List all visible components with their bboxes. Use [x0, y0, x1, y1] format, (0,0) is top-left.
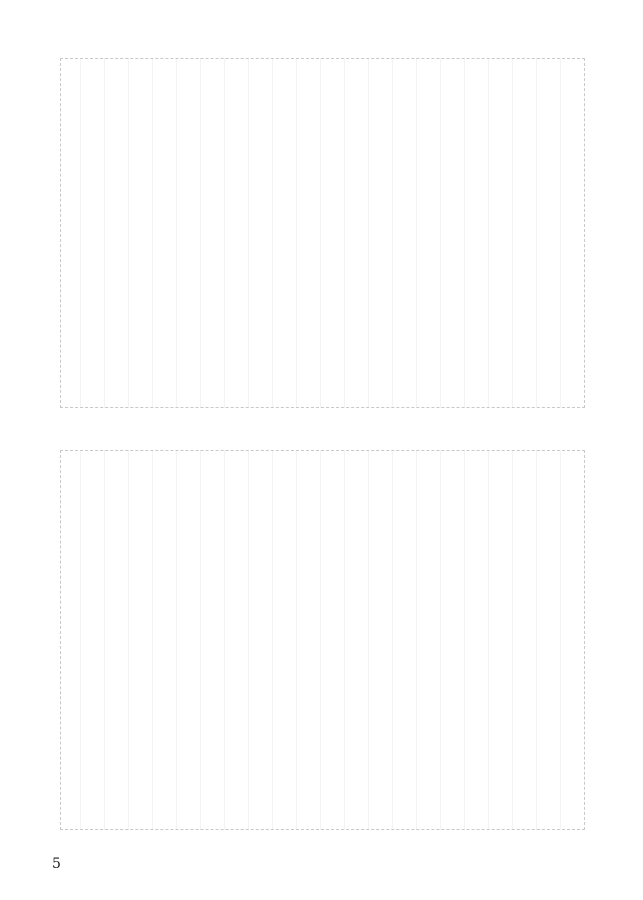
- top-vertical-text: [61, 59, 584, 407]
- page-number: 5: [52, 856, 61, 872]
- top-text-block: [60, 58, 585, 408]
- bottom-vertical-text: [61, 451, 584, 829]
- bottom-text-block: [60, 450, 585, 830]
